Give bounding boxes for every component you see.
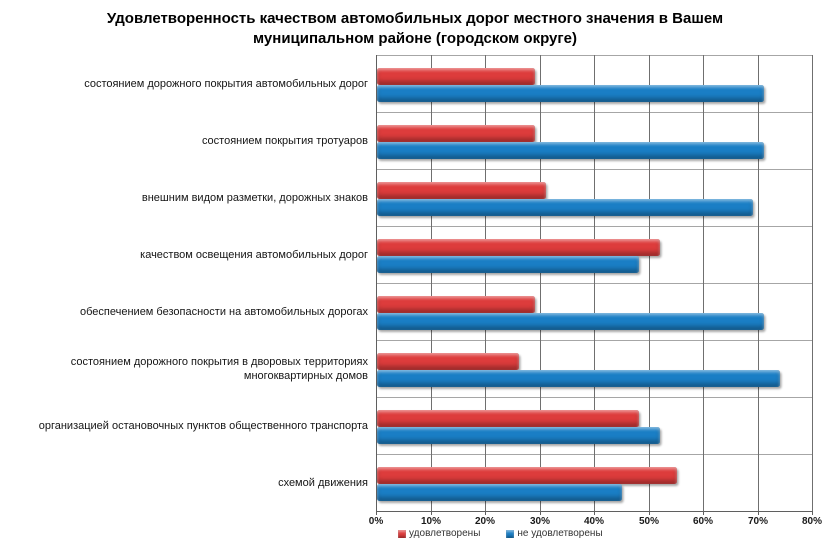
x-axis-tick — [703, 511, 704, 515]
x-axis-tick — [431, 511, 432, 515]
x-axis-tick-label: 70% — [747, 516, 769, 527]
x-axis-tick — [485, 511, 486, 515]
legend — [398, 528, 629, 539]
category-label: организацией остановочных пунктов общественного транспорта — [38, 419, 368, 432]
x-axis-tick — [376, 511, 377, 515]
bar-unsatisfied — [377, 313, 764, 330]
x-gridline — [703, 55, 704, 511]
bar-satisfied — [377, 182, 546, 199]
bar-satisfied — [377, 239, 660, 256]
bar-unsatisfied — [377, 85, 764, 102]
category-separator-line — [377, 454, 813, 455]
legend-label-satisfied: удовлетворены — [409, 528, 481, 539]
bar-satisfied — [377, 125, 535, 142]
chart-title — [0, 9, 830, 49]
category-separator-line — [377, 55, 813, 56]
x-axis-tick — [649, 511, 650, 515]
bar-unsatisfied — [377, 427, 660, 444]
plot-area — [368, 55, 823, 527]
legend-swatch-unsatisfied-icon — [506, 530, 514, 538]
legend-label-unsatisfied: не удовлетворены — [517, 528, 603, 539]
bar-satisfied — [377, 410, 639, 427]
x-axis-tick — [540, 511, 541, 515]
legend-item-satisfied — [398, 528, 480, 539]
bar-unsatisfied — [377, 142, 764, 159]
x-axis-tick-label: 20% — [474, 516, 496, 527]
category-separator-line — [377, 169, 813, 170]
x-axis-tick-label: 40% — [583, 516, 605, 527]
category-separator-line — [377, 340, 813, 341]
bar-satisfied — [377, 296, 535, 313]
bar-satisfied — [377, 467, 677, 484]
x-axis-tick-label: 30% — [529, 516, 551, 527]
x-axis-tick — [594, 511, 595, 515]
legend-item-unsatisfied — [506, 528, 602, 539]
category-axis-labels — [0, 55, 368, 511]
bar-unsatisfied — [377, 484, 622, 501]
x-axis-tick — [812, 511, 813, 515]
category-label: состоянием дорожного покрытия автомобильных дорог — [84, 77, 368, 90]
category-label: состоянием покрытия тротуаров — [201, 134, 368, 147]
category-separator-line — [377, 226, 813, 227]
bar-satisfied — [377, 353, 519, 370]
x-axis-tick-label: 80% — [801, 516, 823, 527]
category-label: состоянием дорожного покрытия в дворовых территориях многоквартирных домов — [70, 355, 368, 382]
chart-title-line-1: Удовлетворенность качеством автомобильных дорог местного значения в Вашем — [106, 10, 724, 27]
category-label: обеспечением безопасности на автомобильных дорогах — [80, 305, 368, 318]
x-axis-tick-label: 60% — [692, 516, 714, 527]
legend-swatch-satisfied-icon — [398, 530, 406, 538]
x-axis-tick-label: 0% — [368, 516, 384, 527]
x-axis-line — [377, 511, 813, 512]
category-separator-line — [377, 283, 813, 284]
x-axis-tick-label: 10% — [420, 516, 442, 527]
x-gridline — [812, 55, 813, 511]
category-label: внешним видом разметки, дорожных знаков — [141, 191, 368, 204]
chart-title-line-2: муниципальном районе (городском округе) — [253, 30, 577, 47]
bar-unsatisfied — [377, 256, 639, 273]
bar-unsatisfied — [377, 199, 753, 216]
bar-satisfied — [377, 68, 535, 85]
x-gridline — [758, 55, 759, 511]
category-label: схемой движения — [278, 476, 368, 489]
x-axis-tick-label: 50% — [638, 516, 660, 527]
bar-unsatisfied — [377, 370, 780, 387]
category-label: качеством освещения автомобильных дорог — [140, 248, 368, 261]
x-axis-tick — [758, 511, 759, 515]
category-separator-line — [377, 397, 813, 398]
category-separator-line — [377, 112, 813, 113]
